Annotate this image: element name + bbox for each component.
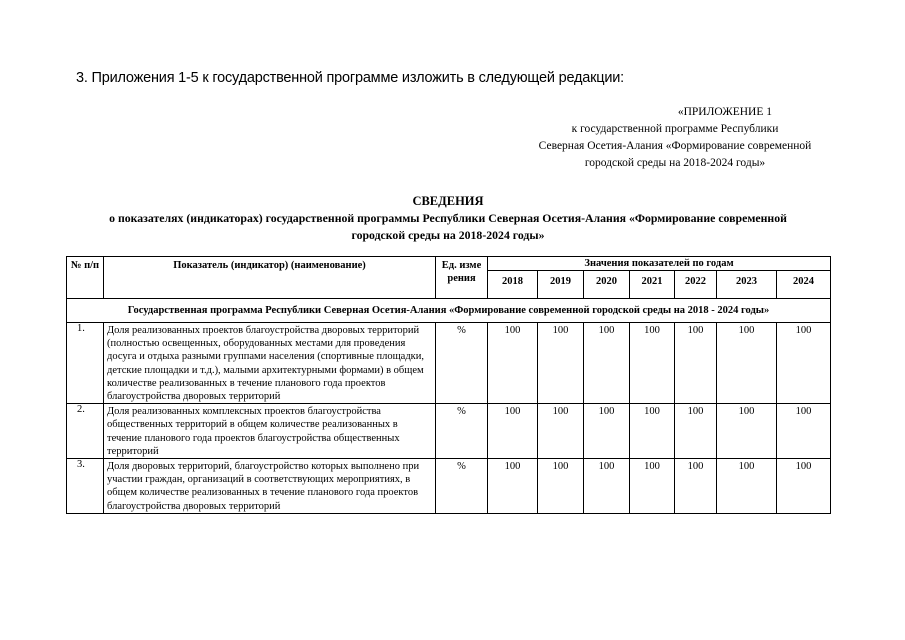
header-year: 2020 [584, 271, 630, 299]
row-indicator: Доля дворовых территорий, благоустройство которых выполнено при участии граждан, организаций в соответствующих мероприятиях, в общем количестве реализованных в течение планового года проектов благоустройства дворовых территорий [104, 459, 436, 514]
header-row [67, 257, 831, 271]
row-value: 100 [630, 459, 675, 514]
row-value: 100 [717, 404, 777, 459]
program-title: Государственная программа Республики Северная Осетия-Алания «Формирование современной городской среды на 2018 - 2024 годы» [67, 299, 831, 323]
indicators-table [66, 256, 831, 514]
row-num: 1. [67, 323, 104, 404]
row-num: 2. [67, 404, 104, 459]
row-value: 100 [538, 323, 584, 404]
intro-text: 3. Приложения 1-5 к государственной программе изложить в следующей редакции: [76, 70, 624, 86]
row-value: 100 [777, 323, 831, 404]
appendix-title: «ПРИЛОЖЕНИЕ 1 [677, 106, 772, 118]
row-indicator: Доля реализованных комплексных проектов благоустройства общественных территорий в общем количестве реализованных в течение планового года проектов благоустройства общественных территорий [104, 404, 436, 459]
table-row [67, 459, 831, 514]
heading-line: о показателях (индикаторах) государственной программы Республики Северная Осетия-Алания «Формирование современной [109, 211, 787, 225]
row-unit: % [436, 459, 488, 514]
appendix-line: городской среды на 2018-2024 годы» [584, 157, 766, 169]
row-value: 100 [584, 323, 630, 404]
appendix-line: Северная Осетия-Алания «Формирование современной [538, 140, 812, 152]
header-year: 2023 [717, 271, 777, 299]
row-value: 100 [675, 323, 717, 404]
row-value: 100 [675, 404, 717, 459]
row-value: 100 [488, 323, 538, 404]
program-row [67, 299, 831, 323]
row-value: 100 [717, 323, 777, 404]
header-year: 2021 [630, 271, 675, 299]
row-value: 100 [538, 459, 584, 514]
row-value: 100 [630, 323, 675, 404]
header-year: 2024 [777, 271, 831, 299]
row-value: 100 [584, 404, 630, 459]
heading-title: СВЕДЕНИЯ [412, 194, 484, 208]
table-row [67, 323, 831, 404]
appendix-line: к государственной программе Республики [571, 123, 779, 135]
header-year: 2022 [675, 271, 717, 299]
row-num: 3. [67, 459, 104, 514]
heading-line: городской среды на 2018-2024 годы» [351, 228, 545, 242]
header-values: Значения показателей по годам [488, 257, 831, 271]
row-value: 100 [584, 459, 630, 514]
table-row [67, 404, 831, 459]
header-indicator: Показатель (индикатор) (наименование) [104, 257, 436, 299]
header-year: 2019 [538, 271, 584, 299]
row-value: 100 [777, 459, 831, 514]
row-value: 100 [717, 459, 777, 514]
row-value: 100 [488, 459, 538, 514]
row-indicator: Доля реализованных проектов благоустройства дворовых территорий (полностью освещенных, оборудованных местами для проведения досуга и отдыха разными группами населения (спортивные площадки, детские площадки и т.д.), малыми архитектурными формами) в общем количестве реализованных в течение планового года проектов благоустройства дворовых территорий [104, 323, 436, 404]
document-heading [66, 193, 830, 244]
row-value: 100 [538, 404, 584, 459]
header-unit: Ед. измерения [436, 257, 488, 299]
row-unit: % [436, 404, 488, 459]
header-num: № п/п [67, 257, 104, 299]
row-unit: % [436, 323, 488, 404]
appendix-note [515, 104, 835, 172]
row-value: 100 [630, 404, 675, 459]
row-value: 100 [777, 404, 831, 459]
row-value: 100 [675, 459, 717, 514]
row-value: 100 [488, 404, 538, 459]
header-year: 2018 [488, 271, 538, 299]
